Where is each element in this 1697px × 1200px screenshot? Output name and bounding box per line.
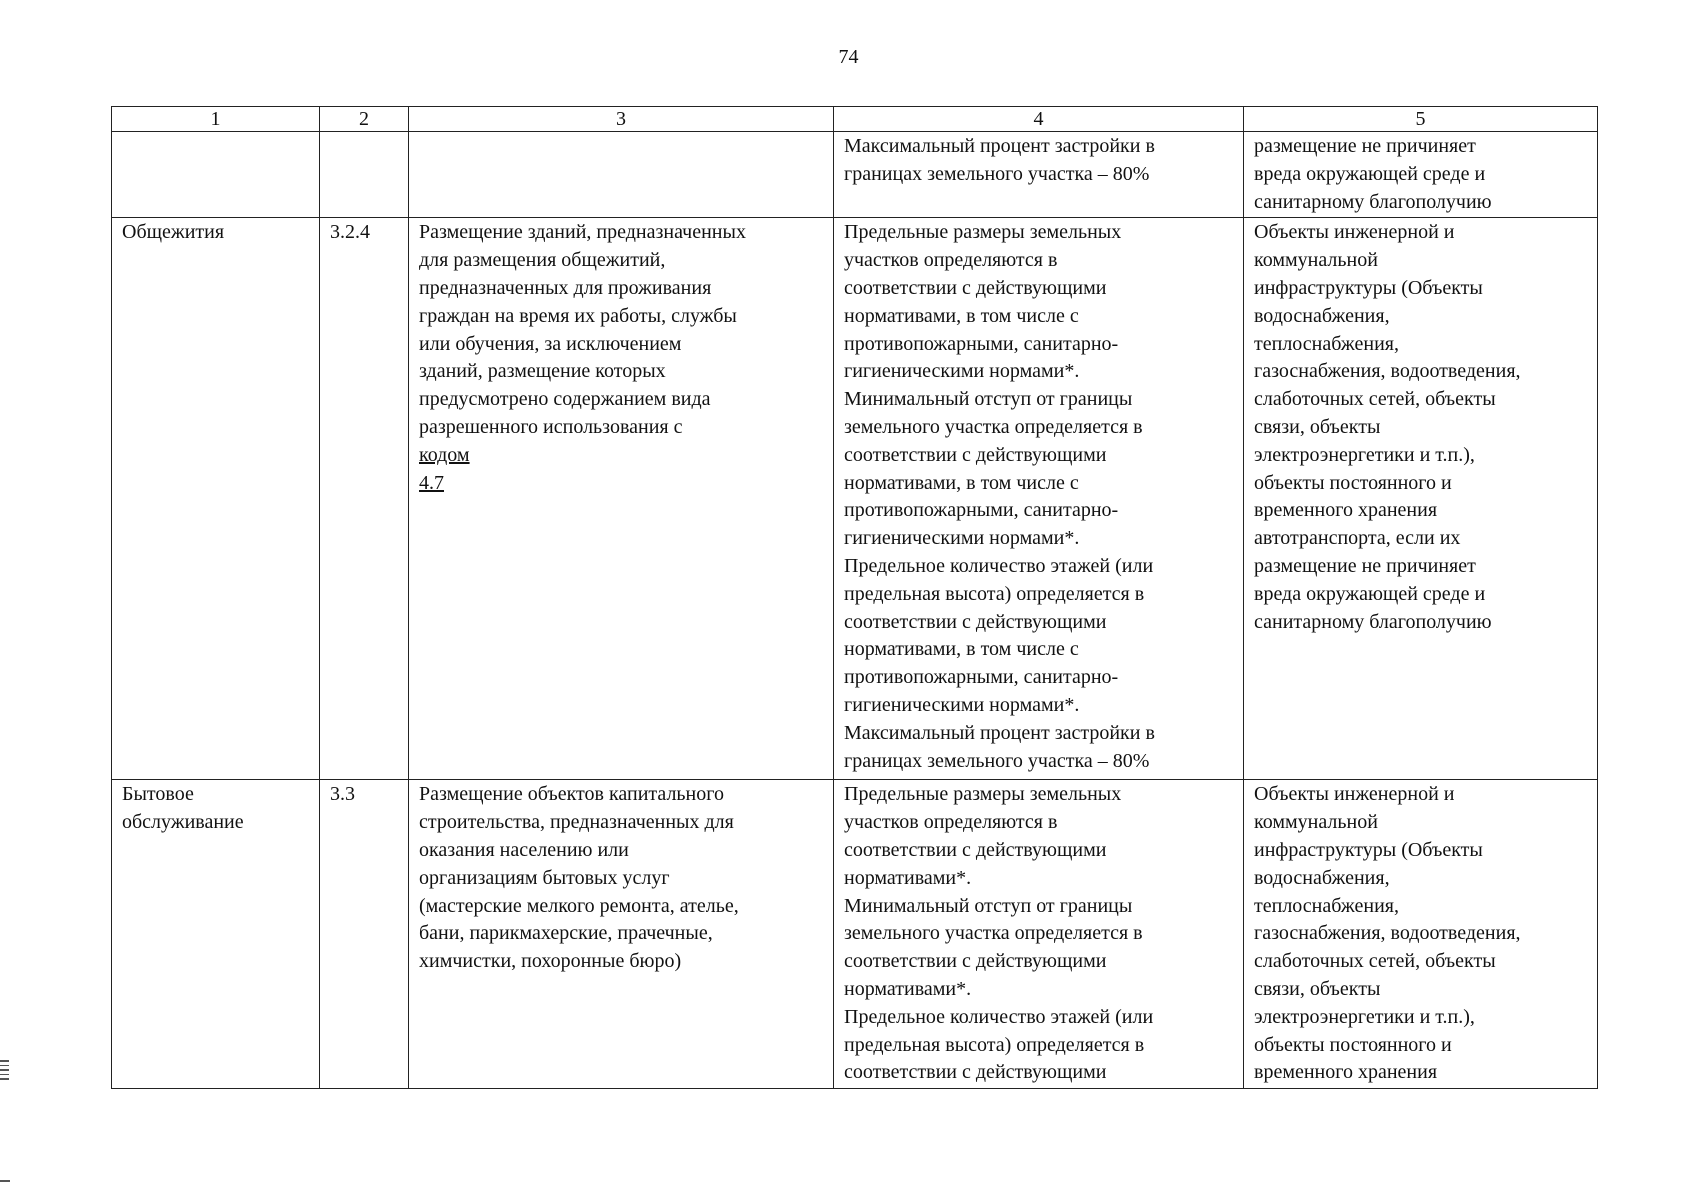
auxiliary-uses-cell: размещение не причиняет вреда окружающей среде и санитарному благополучию	[1244, 132, 1598, 218]
use-type-cell	[112, 132, 320, 218]
table-header-row	[112, 107, 1598, 132]
column-number-5: 5	[1244, 107, 1598, 132]
scan-edge-marks	[0, 1060, 10, 1083]
auxiliary-uses-cell: Объекты инженерной и коммунальной инфраструктуры (Объекты водоснабжения, теплоснабжения, газоснабжения, водоотведения, слаботочных сетей, объекты связи, объекты электроэнергетики и т.п.), объекты постоянного и временного хранения автотранспорта, если их размещение не причиняет вреда окружающей среде и санитарному благополучию	[1244, 218, 1598, 780]
description-cell	[409, 132, 834, 218]
code-cell	[320, 132, 409, 218]
auxiliary-uses-cell: Объекты инженерной и коммунальной инфраструктуры (Объекты водоснабжения, теплоснабжения, газоснабжения, водоотведения, слаботочных сетей, объекты связи, объекты электроэнергетики и т.п.), объекты постоянного и временного хранения	[1244, 780, 1598, 1089]
code-reference-link[interactable]: 4.7	[419, 471, 444, 494]
parameters-cell: Предельные размеры земельных участков определяются в соответствии с действующими нормативами, в том числе с противопожарными, санитарно- гигиеническими нормами*. Минимальный отступ от границы земельного участка определяется в соответствии с действующими нормативами, в том числе с противопожарными, санитарно- гигиеническими нормами*. Предельное количество этажей (или предельная высота) определяется в соответствии с действующими нормативами, в том числе с противопожарными, санитарно- гигиеническими нормами*. Максимальный процент застройки в границах земельного участка – 80%	[834, 218, 1244, 780]
table-row	[112, 780, 1598, 1089]
code-cell: 3.3	[320, 780, 409, 1089]
page-number: 74	[838, 46, 859, 68]
parameters-cell: Максимальный процент застройки в границах земельного участка – 80%	[834, 132, 1244, 218]
code-cell: 3.2.4	[320, 218, 409, 780]
column-number-2: 2	[320, 107, 409, 132]
code-reference-link[interactable]: кодом	[419, 443, 470, 466]
description-cell: Размещение зданий, предназначенных для размещения общежитий, предназначенных для проживания граждан на время их работы, службы или обучения, за исключением зданий, размещение которых предусмотрено содержанием вида разрешенного использования с кодом 4.7	[409, 218, 834, 780]
column-number-1: 1	[112, 107, 320, 132]
column-number-4: 4	[834, 107, 1244, 132]
use-type-cell: Общежития	[112, 218, 320, 780]
table-row	[112, 218, 1598, 780]
description-cell: Размещение объектов капитального строительства, предназначенных для оказания населению или организациям бытовых услуг (мастерские мелкого ремонта, ателье, бани, парикмахерские, прачечные, химчистки, похоронные бюро)	[409, 780, 834, 1089]
parameters-cell: Предельные размеры земельных участков определяются в соответствии с действующими нормативами*. Минимальный отступ от границы земельного участка определяется в соответствии с действующими нормативами*. Предельное количество этажей (или предельная высота) определяется в соответствии с действующими	[834, 780, 1244, 1089]
column-number-3: 3	[409, 107, 834, 132]
use-type-cell: Бытовое обслуживание	[112, 780, 320, 1089]
table-row	[112, 132, 1598, 218]
scan-edge-dash	[0, 1180, 10, 1182]
land-use-table	[111, 106, 1598, 1089]
